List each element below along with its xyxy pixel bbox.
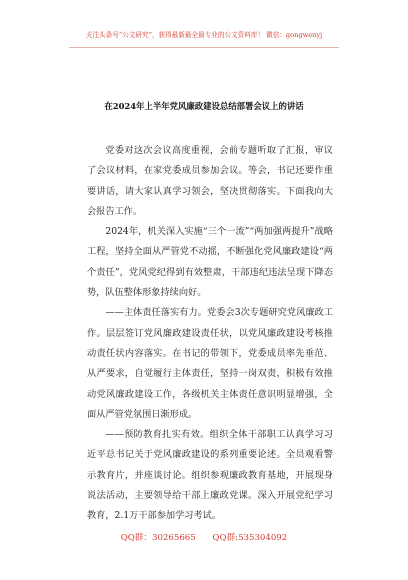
paragraph: 2024年，机关深入实施“三个一流”“两加强两提升”战略工程，坚持全面从严管党不动摇，不断强化党风廉政建设“两个责任”，党风党纪得到有效整肃，干部违纪违法呈现下降态势，队伍整体形象持续向好。 bbox=[87, 226, 333, 299]
paragraph: 党委对这次会议高度重视，会前专题听取了汇报，审议了会议材料，在家党委成员参加会议。等会，书记还要作重要讲话，请大家认真学习领会，坚决贯彻落实。下面我向大会报告工作。 bbox=[87, 145, 333, 217]
header-divider bbox=[69, 47, 339, 48]
document-title: 在2024年上半年党风廉政建设总结部署会议上的讲话 bbox=[104, 101, 304, 111]
paragraph: ——预防教育扎实有效。组织全体干部职工认真学习习近平总书记关于党风廉政建设的系列重要论述。全员观看警示教育片，并座谈讨论。组织参观廉政教育基地，开展现身说法活动，主要领导给干部上廉政党课。深入开展党纪学习教育，2.1万干部参加学习考试。 bbox=[87, 429, 333, 522]
document-body bbox=[87, 141, 333, 527]
footer-qq-group-1: QQ群：30265665 bbox=[120, 533, 196, 543]
footer-qq-group-2: QQ群:535304092 bbox=[212, 533, 288, 543]
paragraph: ——主体责任落实有力。党委会3次专题研究党风廉政工作。层层签订党风廉政建设责任状，以党风廉政建设考核推动责任状内容落实。在书记的带领下，党委成员率先垂范、从严要求，自觉履行主体责任，坚持一岗双责，积极有效推动党风廉政建设工作，各级机关主体责任意识明显增强，全面从严管党氛围日渐形成。 bbox=[87, 307, 333, 420]
footer-contact bbox=[0, 531, 408, 543]
header-banner: 关注头条号“公文研究”，获得最新最全最专业的公文资料库！ 微信：gongwenyj bbox=[85, 31, 323, 39]
